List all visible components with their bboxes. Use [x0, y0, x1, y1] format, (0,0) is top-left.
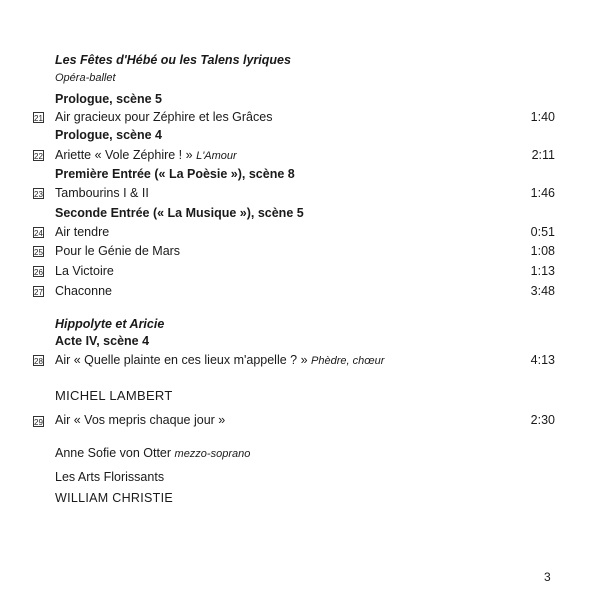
- track-title: Air tendre: [55, 225, 110, 239]
- credit-ensemble: Les Arts Florissants: [55, 470, 165, 484]
- scene-heading: Acte IV, scène 4: [55, 334, 150, 348]
- track-title: Air gracieux pour Zéphire et les Grâces: [55, 110, 273, 124]
- track-number: 23: [34, 190, 43, 199]
- track-title: Chaconne: [55, 284, 112, 298]
- scene-heading: Prologue, scène 4: [55, 128, 162, 142]
- track-duration: 0:51: [530, 225, 555, 239]
- track-number: 27: [34, 288, 43, 297]
- track-duration: 1:08: [530, 244, 555, 258]
- track-number: 25: [34, 248, 43, 257]
- track-duration: 2:11: [531, 148, 555, 162]
- page-number: 3: [544, 570, 551, 584]
- work-title-fetes-hebe: Les Fêtes d'Hébé ou les Talens lyriques: [55, 53, 291, 67]
- track-title: Air « Vos mepris chaque jour »: [55, 413, 226, 427]
- track-title: Pour le Génie de Mars: [55, 244, 181, 258]
- scene-heading: Prologue, scène 5: [55, 92, 162, 106]
- track-duration: 1:46: [530, 186, 555, 200]
- credit-conductor: WILLIAM CHRISTIE: [55, 491, 174, 505]
- track-duration: 4:13: [530, 353, 555, 367]
- credit-voice-type: mezzo-soprano: [174, 448, 251, 460]
- work-genre: Opéra-ballet: [55, 72, 116, 84]
- scene-heading: Seconde Entrée (« La Musique »), scène 5: [55, 206, 304, 220]
- track-number: 22: [34, 152, 43, 161]
- track-duration: 1:40: [530, 110, 555, 124]
- track-title: La Victoire: [55, 264, 114, 278]
- track-role: Phèdre, chœur: [311, 355, 385, 367]
- track-title: Tambourins I & II: [55, 186, 149, 200]
- scene-heading: Première Entrée (« La Poèsie »), scène 8: [55, 167, 295, 181]
- track-duration: 1:13: [530, 264, 555, 278]
- track-number: 21: [34, 114, 43, 123]
- track-number: 28: [34, 357, 43, 366]
- track-title: Air « Quelle plainte en ces lieux m'appelle ? » Phèdre, chœur: [55, 353, 385, 367]
- track-role: L'Amour: [196, 150, 237, 162]
- track-duration: 3:48: [530, 284, 555, 298]
- composer-name: MICHEL LAMBERT: [55, 388, 173, 403]
- track-number: 29: [34, 418, 43, 427]
- track-duration: 2:30: [530, 413, 555, 427]
- credit-singer: Anne Sofie von Otter mezzo-soprano: [55, 446, 251, 460]
- track-number: 24: [34, 229, 43, 238]
- track-number: 26: [34, 268, 43, 277]
- track-title: Ariette « Vole Zéphire ! » L'Amour: [55, 148, 237, 162]
- work-title-hippolyte: Hippolyte et Aricie: [55, 317, 165, 331]
